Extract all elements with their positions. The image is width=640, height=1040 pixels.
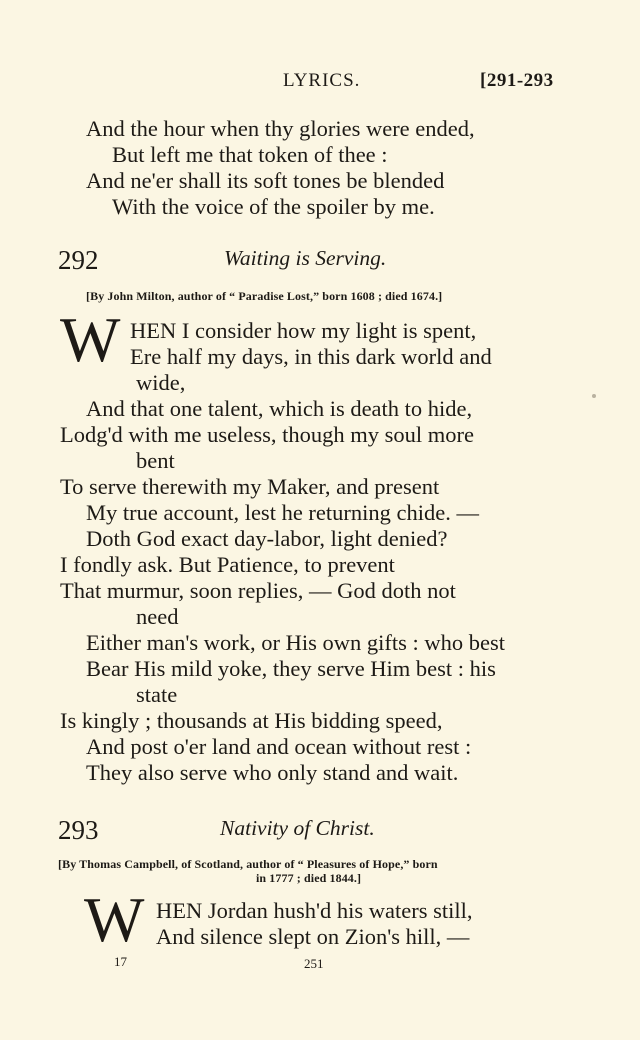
verse-line: And post o'er land and ocean without rest : [86,734,472,759]
paper-speck [592,394,596,398]
verse-line: And that one talent, which is death to hide, [86,396,473,421]
verse-line: And silence slept on Zion's hill, — [156,924,470,949]
verse-line: Ere half my days, in this dark world and [130,344,492,369]
page-number: 251 [304,956,324,971]
hymn-title: Nativity of Christ. [220,816,375,840]
verse-line: wide, [136,370,186,395]
verse-line: bent [136,448,175,473]
verse-line: And ne'er shall its soft tones be blended [86,168,445,193]
drop-cap: W [60,304,121,375]
verse-line: My true account, lest he returning chide. — [86,500,480,525]
verse-line: state [136,682,178,707]
verse-line: That murmur, soon replies, — God doth not [60,578,456,603]
verse-line: HEN I consider how my light is spent, [130,318,477,343]
verse-line: Lodg'd with me useless, though my soul more [60,422,475,447]
verse-line: Either man's work, or His own gifts : who best [86,630,506,655]
verse-line: To serve therewith my Maker, and present [60,474,440,499]
hymn-attribution: [By John Milton, author of “ Paradise Lost,” born 1608 ; died 1674.] [86,289,443,303]
verse-line: I fondly ask. But Patience, to prevent [60,552,395,577]
hymn-number: 293 [58,815,99,845]
page-range: [291-293 [480,70,554,91]
verse-line: HEN Jordan hush'd his waters still, [156,898,473,923]
hymn-title: Waiting is Serving. [224,246,387,270]
verse-line: Bear His mild yoke, they serve Him best : his [86,656,496,681]
hymn-attribution: [By Thomas Campbell, of Scotland, author of “ Pleasures of Hope,” born [58,857,438,871]
drop-cap: W [84,884,145,955]
verse-line: Doth God exact day-labor, light denied? [86,526,448,551]
hymn-attribution-continued: in 1777 ; died 1844.] [256,871,362,885]
verse-line: They also serve who only stand and wait. [86,760,459,785]
verse-line: need [136,604,179,629]
verse-line: But left me that token of thee : [112,142,388,167]
running-title: LYRICS. [283,70,361,91]
hymn-number: 292 [58,245,99,275]
verse-line: And the hour when thy glories were ended, [86,116,475,141]
verse-line: With the voice of the spoiler by me. [112,194,435,219]
signature-mark: 17 [114,954,127,969]
verse-line: Is kingly ; thousands at His bidding speed, [60,708,443,733]
